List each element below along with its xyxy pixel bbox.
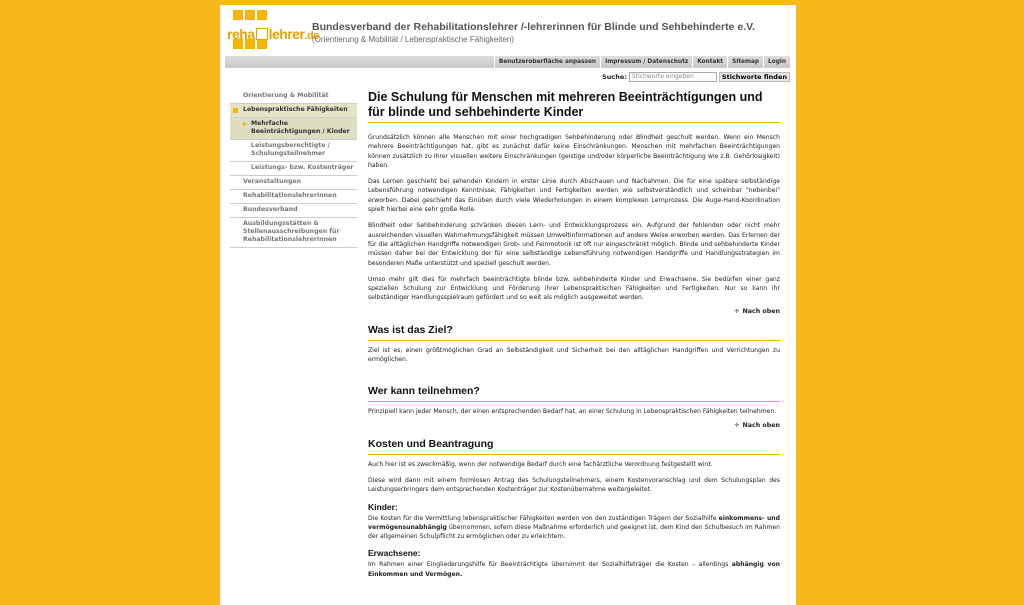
- section-heading-ziel: Was ist das Ziel?: [368, 323, 453, 336]
- main-content: [368, 90, 780, 586]
- topnav-sitemap-link[interactable]: Sitemap: [727, 56, 763, 68]
- logo-wordmark: [227, 26, 319, 42]
- intro-paragraph: Das Lernen geschieht bei sehenden Kindern in erster Linie durch Abschauen und Nachahmen. Die für eine spätere selbständige Lebensführung notwendigen Kenntnisse, Fähigkeiten und Fertigkeiten werden wie selbstverständlich und scheinbar "nebenbei" erworben. Dabei geschieht das Einüben durch viele Wiederholungen in einem komplexen Lernprozess. Die Auge-Hand-Koordination spielt hierbei eine sehr große Rolle.: [368, 178, 780, 214]
- section-divider: [368, 454, 780, 455]
- section-text-kosten: Auch hier ist es zweckmäßig, wenn der notwendige Bedarf durch eine fachärztliche Verordnung festgestellt wird.: [368, 460, 713, 468]
- sidebar-subitem-leistungsberechtigte[interactable]: Leistungsberechtigte / Schulungsteilnehmer: [230, 140, 357, 162]
- topnav-accessibility-link[interactable]: Benutzeroberfläche anpassen: [494, 56, 600, 68]
- text-kinder-bold: einkommens- und vermögensunabhängig: [368, 514, 780, 531]
- section-text-teilnehmen: Prinzipiell kann jeder Mensch, der einen entsprechenden Bedarf hat, an einer Schulung in Lebenspraktischen Fähigkeiten teilnehmen.: [368, 408, 777, 416]
- topnav-imprint-link[interactable]: Impressum / Datenschutz: [600, 56, 692, 68]
- section-text-ziel: Ziel ist es, einen größtmöglichen Grad an Selbständigkeit und Sicherheit bei den alltäglichen Handgriffen und Verrichtungen zu ermöglichen.: [368, 346, 780, 364]
- logo-square: [245, 10, 255, 20]
- sidebar-subitem-kostentraeger[interactable]: Leistungs- bzw. Kostenträger: [230, 162, 357, 176]
- site-subtitle: (Orientierung & Mobilität / Lebenspraktische Fähigkeiten): [312, 35, 514, 44]
- subheading-erwachsene: Erwachsene:: [368, 548, 421, 559]
- arrow-up-icon: ✛: [734, 307, 740, 315]
- site-logo[interactable]: [225, 10, 319, 50]
- topnav-contact-link[interactable]: Kontakt: [692, 56, 727, 68]
- text-erwachsene-bold: abhängig von Einkommen und Vermögen.: [368, 561, 780, 578]
- logo-box-icon: [256, 28, 268, 40]
- search-label: Suche:: [602, 72, 627, 81]
- top-nav: [494, 56, 790, 68]
- back-to-top-link[interactable]: [368, 422, 780, 429]
- text-kinder-part: übernommen, sofern diese Maßnahme erforderlich und geeignet ist, dem Kind den Schulbesuch im Rahmen der allgemeinen Schulpflicht zu ermöglichen oder zu erleichtern.: [368, 523, 780, 541]
- search-button[interactable]: Stichworte finden: [719, 72, 790, 82]
- page-title: Die Schulung für Menschen mit mehreren Beeinträchtigungen und für blinde und sehbehinderte Kinder: [368, 90, 763, 119]
- intro-paragraph: Umso mehr gilt dies für mehrfach beeinträchtigte blinde bzw. sehbehinderte Kinder und Erwachsene. Sie bedürfen einer ganz speziellen Schulung zur Entwicklung und Förderung ihrer Lebenspraktischen Fähigkeiten und Fertigkeiten. Nur so kann ihr selbständiger Handlungsspielraum gefördert und so weit als möglich ausgeweitet werden.: [368, 275, 780, 302]
- arrow-up-icon: ✛: [734, 421, 740, 429]
- topnav-login-link[interactable]: Login: [763, 56, 790, 68]
- search-bar: [602, 71, 790, 82]
- logo-text-tld: .de: [304, 30, 319, 42]
- section-text-kosten: Diese wird dann mit einem formlosen Antrag des Schulungsteilnehmers, einem Kostenvoranschlag und dem Schulungsplan des Leistungserbringers dem entsprechenden Kostenträger zur Kostenübernahme weitergeleitet.: [368, 476, 780, 494]
- back-to-top-label: Nach oben: [742, 421, 780, 429]
- sidebar-navigation: [230, 90, 357, 248]
- intro-paragraph: Blindheit oder Sehbehinderung schränken diesen Lern- und Entwicklungsprozess ein. Aufgrund der fehlenden oder nicht mehr ausreichenden visuellen Wahrnehmungsfähigkeit müssen Umweltinformationen auf andere Weise erworben werden. Das Erlernen der für die alltäglichen Handgriffe notwendigen Grob- und Feinmotorik ist oft nur eingeschränkt möglich. Blinde und sehbehinderte Kinder müssen daher bei der Entwicklung der für eine selbständige Lebensführung notwendigen Handgriffe und Handlungsstrategien im besonderen Maße unterstützt und speziell geschult werden.: [368, 222, 780, 267]
- sidebar-item-orientierung[interactable]: Orientierung & Mobilität: [230, 90, 357, 104]
- sidebar-item-rehabilitationslehrer[interactable]: RehabilitationslehrerInnen: [230, 190, 357, 204]
- section-heading-teilnehmen: Wer kann teilnehmen?: [368, 385, 480, 398]
- back-to-top-label: Nach oben: [742, 307, 780, 315]
- section-divider: [368, 340, 780, 341]
- title-divider: [368, 122, 780, 123]
- logo-text-lehrer: lehrer: [268, 26, 305, 42]
- text-erwachsene: [368, 560, 780, 579]
- sidebar-item-lebenspraktische[interactable]: Lebenspraktische Fähigkeiten: [230, 104, 357, 118]
- logo-square: [257, 10, 267, 20]
- sidebar-subitem-mehrfache[interactable]: Mehrfache Beeinträchtigungen / Kinder: [230, 118, 357, 140]
- text-erwachsene-part: Im Rahmen einer Eingliederungshilfe für Beeinträchtigte übernimmt der Sozialhilfeträger die Kosten – allerdings: [368, 561, 732, 569]
- search-input[interactable]: [629, 72, 717, 82]
- sidebar-item-veranstaltungen[interactable]: Veranstaltungen: [230, 176, 357, 190]
- text-kinder: [368, 514, 780, 542]
- site-title: Bundesverband der Rehabilitationslehrer /-lehrerinnen für Blinde und Sehbehinderte e.V.: [312, 21, 756, 33]
- top-navigation-bar: [225, 56, 790, 68]
- sidebar-item-bundesverband[interactable]: Bundesverband: [230, 204, 357, 218]
- logo-text-reha: reha: [227, 26, 255, 42]
- sidebar-item-ausbildung[interactable]: Ausbildungsstätten & Stellenausschreibungen für RehabilitationslehrerInnen: [230, 218, 357, 248]
- spacer: [368, 371, 780, 385]
- section-heading-kosten: Kosten und Beantragung: [368, 437, 494, 450]
- intro-paragraph: Grundsätzlich können alle Menschen mit einer hochgradigen Sehbehinderung oder Blindheit geschult werden. Wenn ein Mensch mehrere Beeinträchtigungen hat, gibt es zunächst dafür keine Einschränkungen. Menschen mit mehrfachen Beeinträchtigungen können zusätzlich zu ihrer visuellen weitere Einschränkungen (geistige und/oder körperliche Beeinträchtigung wie z.B. Gehörlosigkeit) haben.: [368, 134, 780, 169]
- page-container: [220, 5, 796, 605]
- logo-square: [233, 10, 243, 20]
- back-to-top-link[interactable]: [368, 308, 780, 315]
- section-divider: [368, 401, 780, 402]
- text-kinder-part: Die Kosten für die Vermittlung lebenspraktischer Fähigkeiten werden von den zuständigen Trägern der Sozialhilfe: [368, 514, 719, 522]
- subheading-kinder: Kinder:: [368, 501, 398, 512]
